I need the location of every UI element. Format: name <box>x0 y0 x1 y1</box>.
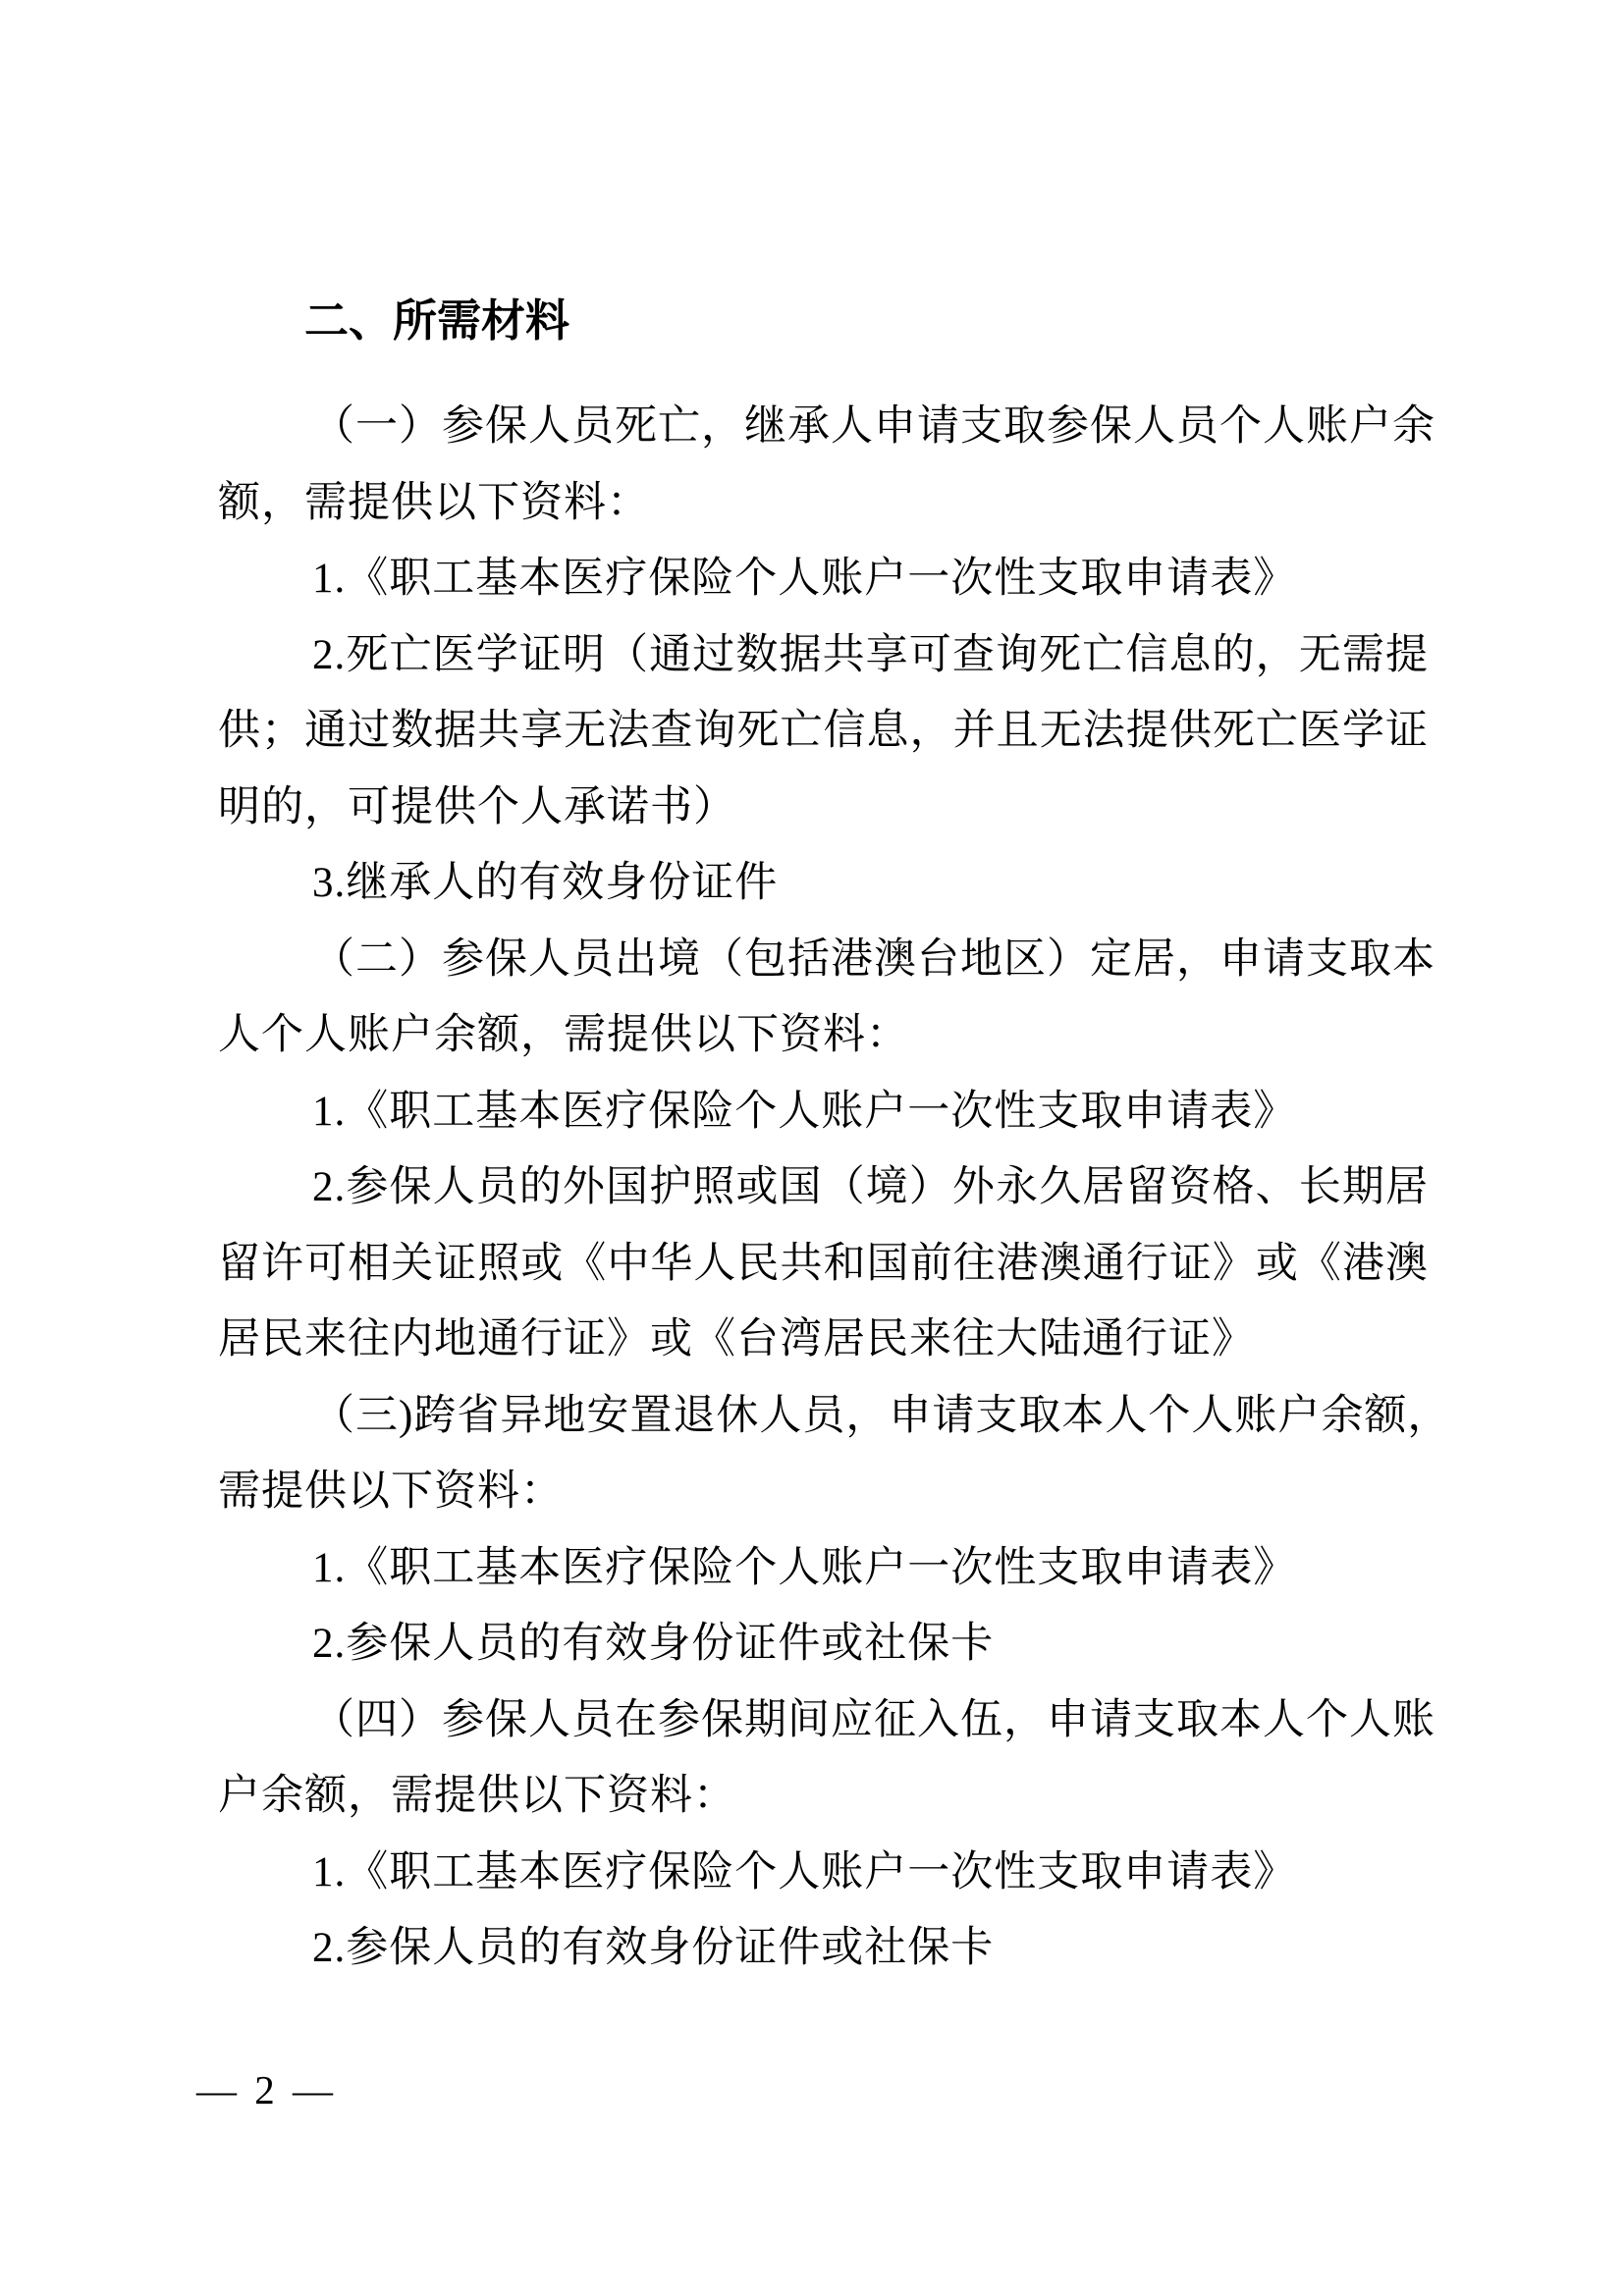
document-line: 人个人账户余额，需提供以下资料： <box>218 1012 909 1058</box>
document-line: 留许可相关证照或《中华人民共和国前往港澳通行证》或《港澳 <box>218 1240 1429 1287</box>
document-line: 1.《职工基本医疗保险个人账户一次性支取申请表》 <box>312 556 1297 602</box>
document-line: 户余额，需提供以下资料： <box>218 1773 736 1819</box>
document-body <box>218 389 1451 1987</box>
document-line: 明的，可提供个人承诺书） <box>218 783 736 830</box>
document-line: 居民来往内地通行证》或《台湾居民来往大陆通行证》 <box>218 1316 1255 1362</box>
document-line: 供；通过数据共享无法查询死亡信息，并且无法提供死亡医学证 <box>218 708 1429 754</box>
document-line: 额，需提供以下资料： <box>218 479 650 526</box>
document-line: 2.参保人员的有效身份证件或社保卡 <box>312 1925 995 1971</box>
document-line: 需提供以下资料： <box>218 1468 564 1515</box>
document-line: （四）参保人员在参保期间应征入伍，申请支取本人个人账 <box>312 1696 1435 1743</box>
document-line: 1.《职工基本医疗保险个人账户一次性支取申请表》 <box>312 1088 1297 1135</box>
document-line: 1.《职工基本医疗保险个人账户一次性支取申请表》 <box>312 1848 1297 1896</box>
document-line: 3.继承人的有效身份证件 <box>312 860 779 906</box>
document-line: 2.参保人员的外国护照或国（境）外永久居留资格、长期居 <box>312 1164 1429 1210</box>
document-line: 2.参保人员的有效身份证件或社保卡 <box>312 1621 995 1667</box>
section-heading: 二、所需材料 <box>304 295 570 346</box>
document-line: （三)跨省异地安置退休人员，申请支取本人个人账户余额， <box>312 1392 1451 1439</box>
page-number: — 2 — <box>196 2067 337 2112</box>
document-line: 1.《职工基本医疗保险个人账户一次性支取申请表》 <box>312 1544 1297 1591</box>
document-line: （一）参保人员死亡，继承人申请支取参保人员个人账户余 <box>312 403 1435 450</box>
document-line: 2.死亡医学证明（通过数据共享可查询死亡信息的，无需提 <box>312 631 1429 678</box>
document-line: （二）参保人员出境（包括港澳台地区）定居，申请支取本 <box>312 935 1435 983</box>
